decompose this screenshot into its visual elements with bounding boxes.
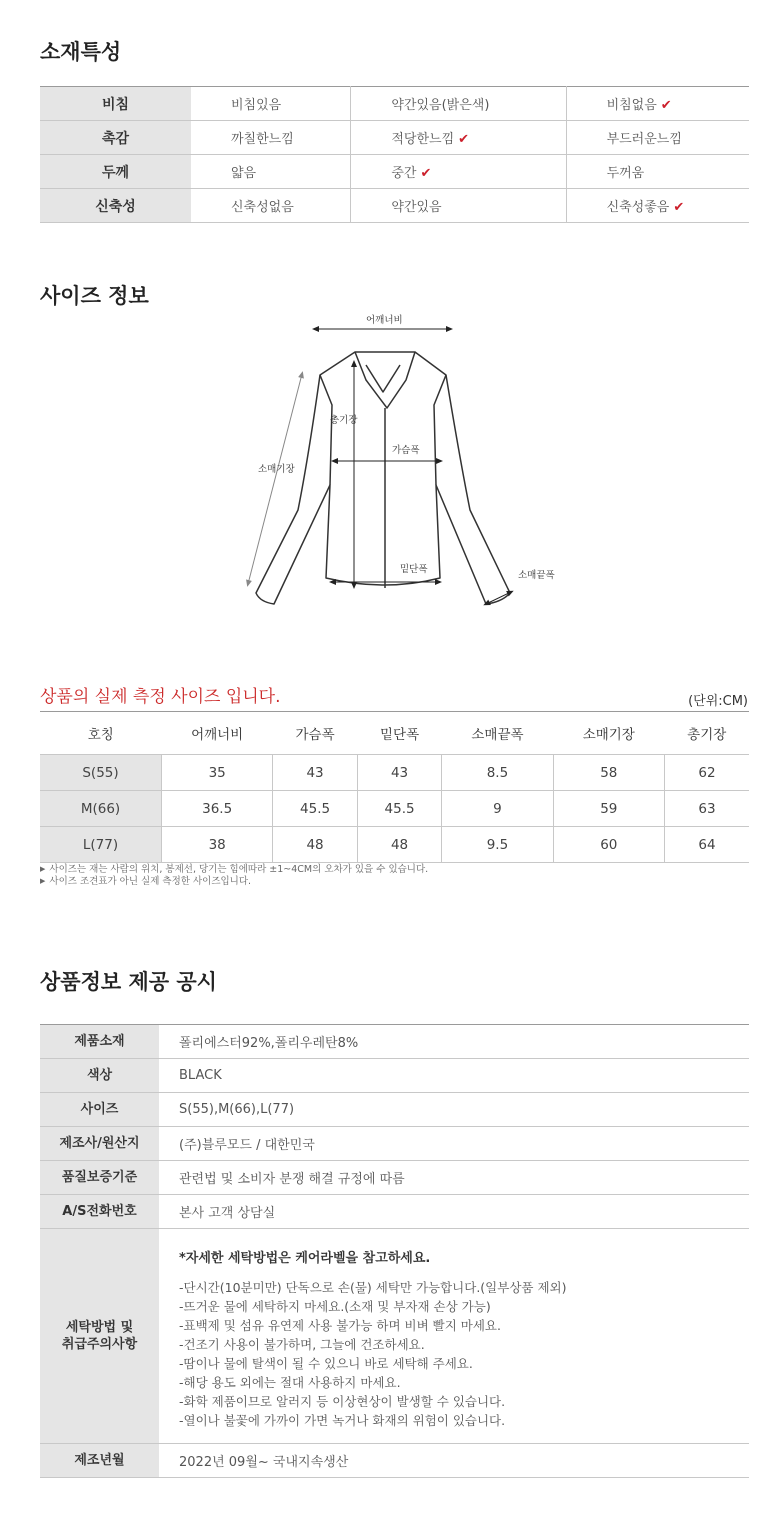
size-value: 36.5 (162, 791, 273, 827)
size-table (40, 711, 749, 863)
care-line: -뜨거운 물에 세탁하지 마세요.(소재 및 부자재 손상 가능) (179, 1298, 491, 1314)
size-value: 8.5 (442, 755, 553, 791)
info-label: 제조사/원산지 (40, 1127, 159, 1161)
size-column-header: 총기장 (664, 712, 749, 755)
jacket-outline (256, 352, 510, 604)
care-line: -해당 용도 외에는 절대 사용하지 마세요. (179, 1374, 401, 1390)
size-value: 43 (273, 755, 358, 791)
product-info-title: 상품정보 제공 공시 (40, 970, 217, 994)
check-icon: ✔ (420, 166, 432, 181)
jacket-size-diagram (240, 310, 570, 610)
size-table-caption: 상품의 실제 측정 사이즈 입니다. (40, 687, 281, 707)
sleeve-length-arrow (248, 374, 302, 584)
size-column-header: 호칭 (40, 712, 162, 755)
material-row (40, 155, 749, 189)
material-option-text: 신축성좋음 (606, 200, 670, 215)
material-option (191, 189, 351, 223)
info-value: 관련법 및 소비자 분쟁 해결 규정에 따름 (159, 1161, 749, 1195)
size-value: 45.5 (357, 791, 442, 827)
info-row (40, 1025, 749, 1059)
info-label: 제조년월 (40, 1444, 159, 1478)
size-column-header: 가슴폭 (273, 712, 358, 755)
material-attribute-label: 촉감 (40, 121, 191, 155)
shoulder-label: 어깨너비 (366, 315, 403, 326)
chest-label: 가슴폭 (392, 445, 420, 456)
care-title: *자세한 세탁방법은 케어라벨을 참고하세요. (179, 1250, 431, 1266)
info-value: 본사 고객 상담실 (159, 1195, 749, 1229)
check-icon: ✔ (660, 98, 672, 113)
care-label-line: 취급주의사항 (61, 1337, 138, 1352)
size-value: 60 (553, 827, 664, 863)
care-label-line: 세탁방법 및 (65, 1320, 134, 1335)
size-row (40, 791, 749, 827)
check-icon: ✔ (673, 200, 685, 215)
size-label: M(66) (40, 791, 162, 827)
material-option (351, 121, 566, 155)
material-attribute-label: 두께 (40, 155, 191, 189)
material-row (40, 189, 749, 223)
care-line: -땀이나 물에 탈색이 될 수 있으니 바로 세탁해 주세요. (179, 1355, 473, 1371)
check-icon: ✔ (458, 132, 470, 147)
size-column-header: 소매끝폭 (442, 712, 553, 755)
info-value: 폴리에스터92%,폴리우레탄8% (159, 1025, 749, 1059)
care-line: -열이나 불꽃에 가까이 가면 녹거나 화재의 위험이 있습니다. (179, 1412, 506, 1428)
material-option (566, 121, 749, 155)
size-value: 45.5 (273, 791, 358, 827)
material-option-text: 적당한느낌 (391, 132, 455, 147)
size-notes (40, 864, 428, 888)
material-option (191, 87, 351, 121)
material-option-text: 약간있음 (391, 200, 442, 215)
info-label: 사이즈 (40, 1093, 159, 1127)
material-row (40, 87, 749, 121)
size-note: ▶ 사이즈 조견표가 아닌 실제 측정한 사이즈입니다. (40, 876, 428, 888)
material-option (566, 189, 749, 223)
size-label: S(55) (40, 755, 162, 791)
size-row (40, 755, 749, 791)
size-value: 38 (162, 827, 273, 863)
cuff-arrow (486, 592, 511, 604)
size-value: 64 (664, 827, 749, 863)
cuff-label: 소매끝폭 (518, 570, 555, 581)
material-option-text: 신축성없음 (231, 200, 294, 215)
material-option (351, 87, 566, 121)
size-value: 43 (357, 755, 442, 791)
material-option (351, 189, 566, 223)
material-attribute-label: 비침 (40, 87, 191, 121)
size-column-header: 어깨너비 (162, 712, 273, 755)
size-label: L(77) (40, 827, 162, 863)
sleeve-length-label: 소매기장 (258, 464, 295, 475)
material-option-text: 비침없음 (606, 98, 657, 113)
care-line: -건조기 사용이 불가하며, 그늘에 건조하세요. (179, 1336, 425, 1352)
info-value: BLACK (159, 1059, 749, 1093)
material-option-text: 두꺼움 (606, 166, 645, 181)
material-option-text: 중간 (391, 166, 417, 181)
size-value: 63 (664, 791, 749, 827)
size-value: 48 (357, 827, 442, 863)
info-row (40, 1444, 749, 1478)
info-label: A/S전화번호 (40, 1195, 159, 1229)
size-value: 48 (273, 827, 358, 863)
size-column-header: 소매기장 (553, 712, 664, 755)
material-option-text: 약간있음(밝은색) (391, 98, 490, 113)
size-value: 62 (664, 755, 749, 791)
info-label: 제품소재 (40, 1025, 159, 1059)
info-value: (주)블루모드 / 대한민국 (159, 1127, 749, 1161)
info-value: S(55),M(66),L(77) (159, 1093, 749, 1127)
size-note: ▶ 사이즈는 재는 사람의 위치, 봉제선, 당기는 힘에따라 ±1~4CM의 오차가 있을 수 있습니다. (40, 864, 428, 876)
material-option-text: 까칠한느낌 (231, 132, 294, 147)
product-info-table (40, 1024, 749, 1478)
material-option (351, 155, 566, 189)
size-value: 9.5 (442, 827, 553, 863)
material-option (566, 155, 749, 189)
size-value: 58 (553, 755, 664, 791)
material-row (40, 121, 749, 155)
size-row (40, 827, 749, 863)
care-instructions (159, 1229, 749, 1444)
info-row (40, 1059, 749, 1093)
total-length-label: 총기장 (330, 415, 358, 426)
size-unit: (단위:CM) (688, 694, 748, 709)
info-row (40, 1195, 749, 1229)
info-label: 품질보증기준 (40, 1161, 159, 1195)
care-line: -표백제 및 섬유 유연제 사용 불가능 하며 비벼 빨지 마세요. (179, 1317, 501, 1333)
material-option (191, 121, 351, 155)
info-row (40, 1093, 749, 1127)
size-value: 9 (442, 791, 553, 827)
material-option-text: 부드러운느낌 (606, 132, 682, 147)
info-row (40, 1161, 749, 1195)
material-option (566, 87, 749, 121)
info-value: 2022년 09월~ 국내지속생산 (159, 1444, 749, 1478)
material-option (191, 155, 351, 189)
care-label (40, 1229, 159, 1444)
care-line: -단시간(10분미만) 단독으로 손(물) 세탁만 가능합니다.(일부상품 제외) (179, 1279, 567, 1295)
info-row (40, 1127, 749, 1161)
size-column-header: 밑단폭 (357, 712, 442, 755)
care-line: -화학 제품이므로 알러지 등 이상현상이 발생할 수 있습니다. (179, 1393, 506, 1409)
hem-label: 밑단폭 (400, 564, 428, 575)
size-section-title: 사이즈 정보 (40, 284, 149, 308)
material-table (40, 86, 749, 223)
material-section-title: 소재특성 (40, 40, 122, 64)
care-lines (179, 1278, 749, 1430)
size-value: 59 (553, 791, 664, 827)
size-value: 35 (162, 755, 273, 791)
material-attribute-label: 신축성 (40, 189, 191, 223)
material-option-text: 비침있음 (231, 98, 282, 113)
care-row (40, 1229, 749, 1444)
material-option-text: 얇음 (231, 166, 257, 181)
info-label: 색상 (40, 1059, 159, 1093)
